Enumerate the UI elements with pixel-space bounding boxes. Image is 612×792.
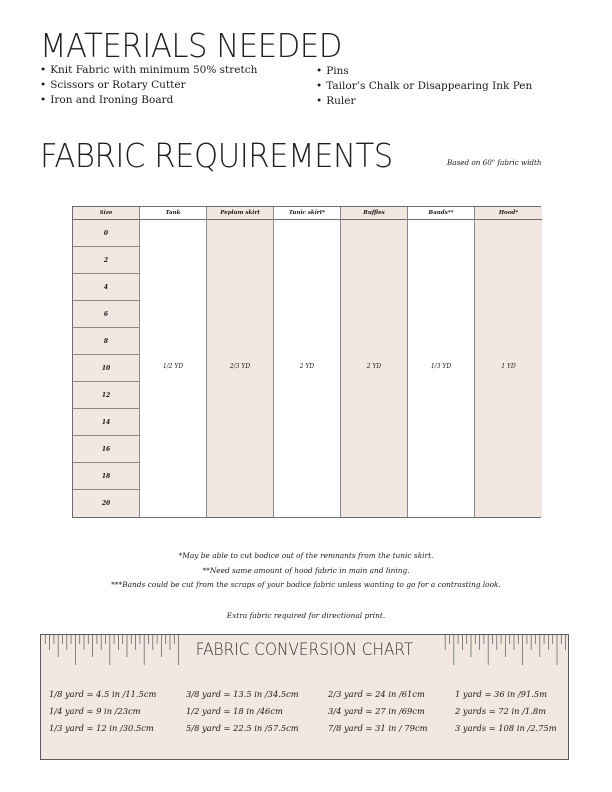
conversion-chart-title: FABRIC CONVERSION CHART <box>195 640 414 660</box>
column-value: 1/2 YD <box>162 363 184 370</box>
materials-list-right <box>316 64 532 109</box>
footnote-hood: **Need same amount of hood fabric in main and lining. <box>202 566 410 575</box>
size-cell: 10 <box>73 355 139 382</box>
size-header: Size <box>73 207 139 220</box>
footnote-tunic: *May be able to cut bodice out of the remnants from the tunic skirt. <box>178 551 434 560</box>
materials-title: MATERIALS NEEDED <box>40 26 342 65</box>
size-cell: 20 <box>101 500 111 507</box>
material-item: • Pins <box>316 64 532 79</box>
conversion-entry: 3 yards = 108 in /2.75m <box>455 723 557 733</box>
size-cell: 4 <box>73 274 139 301</box>
conversion-entry: 1 yard = 36 in /91.5m <box>455 689 548 699</box>
size-cell: 0 <box>73 220 139 247</box>
column-value: 1/3 YD <box>430 363 452 370</box>
size-cell: 12 <box>73 382 139 409</box>
column-tunic-skirt <box>274 207 341 517</box>
column-value: 2 YD <box>366 363 382 370</box>
conversion-column <box>49 686 156 737</box>
fabric-requirements-table <box>72 206 541 518</box>
column-header: Bands** <box>408 207 474 220</box>
size-cell: 18 <box>73 463 139 490</box>
column-header: Ruffles <box>341 207 407 220</box>
column-header: Hood* <box>475 207 542 220</box>
conversion-entry: 1/8 yard = 4.5 in /11.5cm <box>49 689 157 699</box>
material-item: • Scissors or Rotary Cutter <box>40 78 257 93</box>
column-ruffles <box>341 207 408 517</box>
material-item: • Ruler <box>316 94 532 109</box>
size-column <box>73 207 140 517</box>
column-value: 1 YD <box>501 363 516 370</box>
column-value: 2/3 YD <box>229 363 251 370</box>
material-item: • Tailor’s Chalk or Disappearing Ink Pen <box>316 79 532 94</box>
conversion-entry: 1/2 yard = 18 in /46cm <box>186 706 283 716</box>
conversion-column <box>455 686 557 737</box>
size-cell: 8 <box>73 328 139 355</box>
conversion-entry: 3/8 yard = 13.5 in /34.5cm <box>186 689 299 699</box>
fabric-requirements-title: FABRIC REQUIREMENTS <box>40 136 393 175</box>
conversion-entry: 5/8 yard = 22.5 in /57.5cm <box>186 723 299 733</box>
conversion-entry: 7/8 yard = 31 in / 79cm <box>328 723 428 733</box>
column-header: Tunic skirt* <box>274 207 340 220</box>
column-peplum-skirt <box>207 207 274 517</box>
size-cell: 6 <box>73 301 139 328</box>
column-hood <box>475 207 542 517</box>
size-cell: 2 <box>73 247 139 274</box>
column-bands <box>408 207 475 517</box>
size-list <box>73 220 139 517</box>
conversion-entry: 2 yards = 72 in /1.8m <box>455 706 546 716</box>
column-tank <box>140 207 207 517</box>
material-item: • Iron and Ironing Board <box>40 93 257 108</box>
material-item: • Knit Fabric with minimum 50% stretch <box>40 63 257 78</box>
fabric-width-note: Based on 60" fabric width <box>447 158 542 167</box>
column-value: 2 YD <box>299 363 315 370</box>
size-cell: 14 <box>73 409 139 436</box>
directional-print-note: Extra fabric required for directional print. <box>226 611 386 620</box>
conversion-entry: 1/4 yard = 9 in /23cm <box>49 706 141 716</box>
conversion-column <box>328 686 427 737</box>
column-header: Tank <box>140 207 206 220</box>
size-cell: 16 <box>73 436 139 463</box>
conversion-column <box>186 686 299 737</box>
conversion-entry: 1/3 yard = 12 in /30.5cm <box>49 723 154 733</box>
conversion-entry: 3/4 yard = 27 in /69cm <box>328 706 425 716</box>
column-header: Peplum skirt <box>207 207 273 220</box>
conversion-entry: 2/3 yard = 24 in /61cm <box>328 689 425 699</box>
materials-list-left <box>40 63 257 108</box>
footnote-bands: ***Bands could be cut from the scraps of your bodice fabric unless wanting to go for a contrasting look. <box>111 580 501 589</box>
fabric-conversion-chart <box>40 634 569 760</box>
